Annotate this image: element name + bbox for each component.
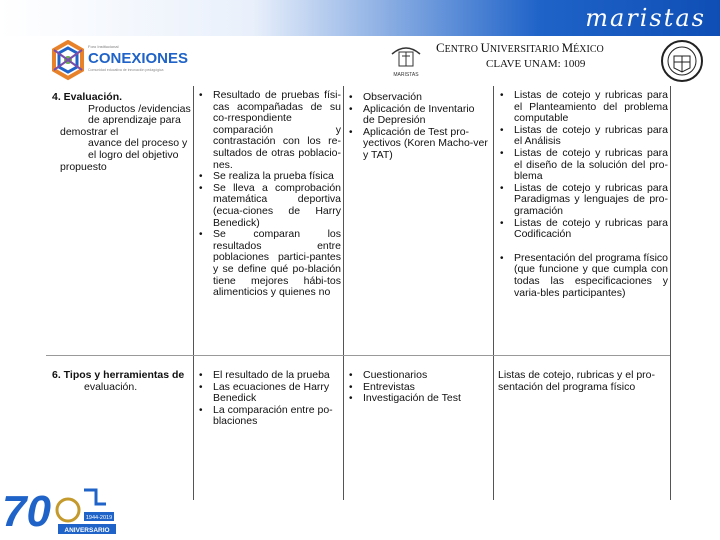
list-item: • El resultado de la prueba — [199, 370, 339, 382]
maristas-seal-icon — [388, 38, 424, 80]
row6-heading: 6. Tipos y herramientas de — [52, 369, 185, 381]
list-item: • Entrevistas — [349, 382, 489, 394]
list-item: • Aplicación de Test pro-yectivos (Koren Macho-ver y TAT) — [349, 127, 489, 162]
row6-label — [52, 370, 192, 393]
row4-label — [52, 92, 192, 173]
list-item: • Se lleva a comprobación matemática deportiva (ecua-ciones de Harry Benedick) — [199, 183, 341, 229]
list-item: • La comparación entre po-blaciones — [199, 405, 339, 428]
table-divider — [670, 86, 671, 500]
list-item: • Listas de cotejo y rubricas para el Planteamiento del problema computable — [500, 90, 668, 125]
row6-col3 — [349, 370, 489, 405]
row6-col2 — [199, 370, 339, 428]
clave-unam: CLAVE UNAM: 1009 — [486, 58, 586, 70]
list-item: • Resultado de pruebas físi-cas acompañadas de su co-rrespondiente comparación y contrastación con los re-sultados de otras poblacio-nes. — [199, 90, 341, 171]
conexiones-subtitle: Comunidad educativa de innovación pedagógica — [88, 68, 164, 72]
row4-line: de aprendizaje para — [88, 114, 181, 127]
row4-col4 — [500, 90, 668, 299]
row4-line: Productos /evidencias — [88, 102, 191, 115]
row4-col2 — [199, 90, 341, 299]
anniversary-number: 70 — [2, 487, 51, 536]
row4-line: demostrar el — [60, 125, 119, 138]
list-item: • Cuestionarios — [349, 370, 489, 382]
list-item: • Listas de cotejo y rubricas para el Análisis — [500, 125, 668, 148]
maristas-wordmark: maristas — [585, 4, 706, 32]
list-item: • Listas de cotejo y rubricas para el diseño de la solución del pro-blema — [500, 148, 668, 183]
list-item: • Listas de cotejo y rubricas para Paradigmas y lenguajes de pro-gramación — [500, 183, 668, 218]
table-divider — [193, 86, 194, 500]
row4-line: avance del proceso y — [88, 137, 188, 150]
row-divider — [46, 355, 670, 356]
row4-line: el logro del objetivo — [88, 148, 179, 161]
list-item: • Presentación del programa físico (que funcione y que cumpla con todas las especificaciones y varia-bles participantes) — [500, 253, 668, 299]
seal-left-label: MARISTAS — [393, 72, 419, 78]
anniversary-70-logo-icon — [0, 482, 130, 538]
list-item: • Se realiza la prueba física — [199, 171, 341, 183]
conexiones-small-text: Foro Institucional — [88, 44, 119, 49]
row4-line: propuesto — [60, 160, 107, 173]
institution-title: CENTRO UNIVERSITARIO MÉXICO — [436, 40, 604, 55]
row4-heading: 4. Evaluación. — [52, 91, 123, 103]
conexiones-name: CONEXIONES — [88, 50, 189, 67]
row6-heading-cont: evaluación. — [84, 380, 138, 393]
table-divider — [493, 86, 494, 500]
table-divider — [343, 86, 344, 500]
list-item: • Se comparan los resultados entre poblaciones partici-pantes y se define qué po-blación tiene mejores hábi-tos alimenticios y quienes no — [199, 229, 341, 299]
list-item: • Observación — [349, 92, 489, 104]
list-item: • Las ecuaciones de Harry Benedick — [199, 382, 339, 405]
list-item: • Listas de cotejo y rubricas para Codificación — [500, 218, 668, 241]
row6-col4: Listas de cotejo, rubricas y el pro-sentación del programa físico — [498, 369, 655, 393]
list-item: • Investigación de Test — [349, 393, 489, 405]
anniversary-label: ANIVERSARIO — [64, 527, 110, 534]
anniversary-years: 1944-2019 — [85, 515, 113, 521]
row4-col3 — [349, 92, 489, 162]
university-crest-icon — [660, 38, 704, 84]
list-item: • Aplicación de Inventario de Depresión — [349, 104, 489, 127]
